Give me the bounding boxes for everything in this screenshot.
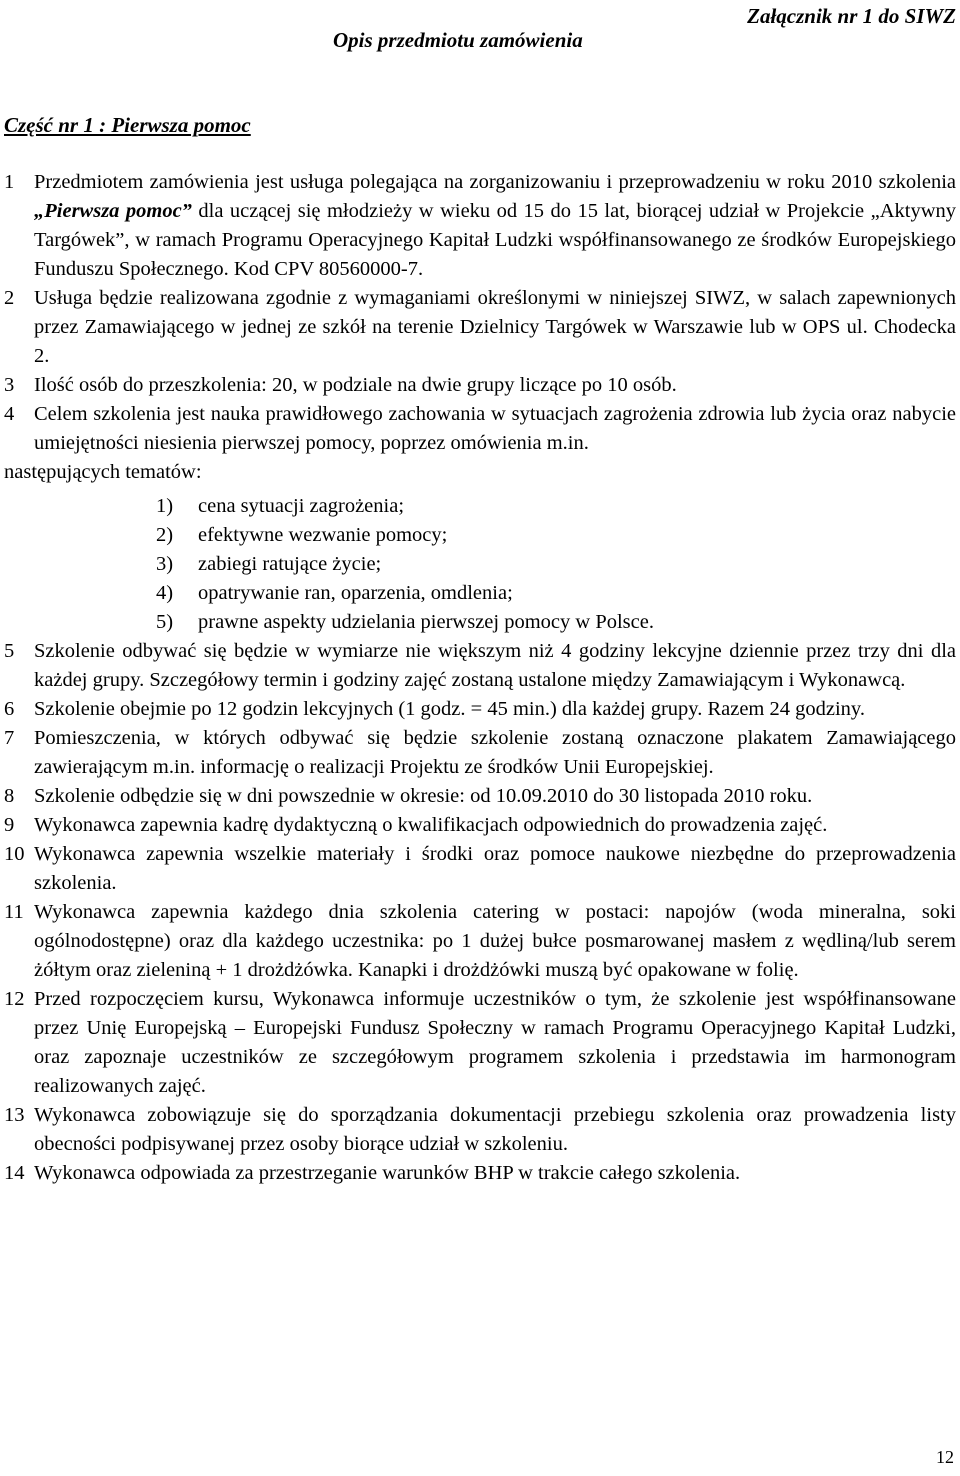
document-subject: Opis przedmiotu zamówienia — [333, 28, 583, 52]
page-number: 12 — [936, 1447, 954, 1467]
item-number: 9 — [4, 814, 15, 836]
item-number: 3 — [4, 374, 15, 396]
topic-item: 1) cena sytuacji zagrożenia; — [156, 495, 405, 517]
item-number: 6 — [4, 698, 15, 720]
item-number: 13 — [4, 1104, 25, 1126]
list-item — [4, 168, 956, 284]
item-text: Szkolenie obejmie po 12 godzin lekcyjnych (1 godz. = 45 min.) dla każdej grupy. Razem 24 godziny. — [34, 698, 865, 720]
item-number: 14 — [4, 1162, 25, 1184]
training-name: „Pierwsza pomoc” — [34, 200, 192, 222]
item-number: 12 — [4, 988, 25, 1010]
annex-label: Załącznik nr 1 do SIWZ — [747, 4, 956, 28]
item-text: Pomieszczenia, w których odbywać się będzie szkolenie zostaną oznaczone plakatem Zamawiającego zawierającym m.in. informację o realizacji Projektu ze środków Unii Europejskiej. — [34, 727, 956, 778]
topic-item: 5) prawne aspekty udzielania pierwszej pomocy w Polsce. — [156, 611, 654, 633]
topic-item: 3) zabiegi ratujące życie; — [156, 553, 382, 575]
list-item — [4, 1101, 956, 1159]
item-text: Przed rozpoczęciem kursu, Wykonawca informuje uczestników o tym, że szkolenie jest współfinansowane przez Unię Europejską – Europejski Fundusz Społeczny w ramach Programu Operacyjnego Kapitał Ludzki, oraz zapoznaje uczestników ze szczegółowym programem szkolenia i przedstawia im harmonogram realizowanych zajęć. — [34, 988, 956, 1097]
list-item — [4, 1159, 956, 1188]
item-text: Wykonawca odpowiada za przestrzeganie warunków BHP w trakcie całego szkolenia. — [34, 1162, 741, 1184]
list-item — [4, 898, 956, 985]
item-number: 4 — [4, 403, 15, 425]
topic-item: 2) efektywne wezwanie pomocy; — [156, 524, 448, 546]
item-text: Celem szkolenia jest nauka prawidłowego zachowania w sytuacjach zagrożenia zdrowia lub życia oraz nabycie umiejętności niesienia pierwszej pomocy, poprzez omówienia m.in. — [34, 403, 956, 454]
list-item — [4, 985, 956, 1101]
list-item — [4, 782, 956, 811]
item-text: Szkolenie odbędzie się w dni powszednie w okresie: od 10.09.2010 do 30 listopada 2010 roku. — [34, 785, 813, 807]
item-number: 10 — [4, 843, 25, 865]
item-number: 1 — [4, 171, 15, 193]
item-text: Szkolenie odbywać się będzie w wymiarze nie większym niż 4 godziny lekcyjne dziennie przez trzy dni dla każdej grupy. Szczegółowy termin i godziny zajęć zostaną ustalone między Zamawiającym i Wykonawcą. — [34, 640, 956, 691]
requirements-list — [4, 168, 956, 1188]
topics-list — [156, 492, 956, 637]
item-text: Usługa będzie realizowana zgodnie z wymaganiami określonymi w niniejszej SIWZ, w salach zapewnionych przez Zamawiającego w jednej ze szkół na terenie Dzielnicy Targówek w Warszawie lub w OPS ul. Chodecka 2. — [34, 287, 956, 367]
item-number: 8 — [4, 785, 15, 807]
list-item — [4, 724, 956, 782]
part-title: Część nr 1 : Pierwsza pomoc — [4, 113, 251, 137]
list-item — [4, 284, 956, 371]
item-text: Wykonawca zapewnia każdego dnia szkolenia catering w postaci: napojów (woda mineralna, soki ogólnodostępne) oraz dla każdego uczestnika: po 1 dużej bułce posmarowanej masłem z wędliną/lub serem żółtym oraz zieleniną + 1 drożdżówka. Kanapki i drożdżówki muszą być opakowane w folię. — [34, 901, 956, 981]
item-text: Wykonawca zapewnia wszelkie materiały i środki oraz pomoce naukowe niezbędne do przeprowadzenia szkolenia. — [34, 843, 956, 894]
list-item — [4, 840, 956, 898]
topic-item: 4) opatrywanie ran, oparzenia, omdlenia; — [156, 582, 513, 604]
list-item — [4, 695, 956, 724]
item-number: 5 — [4, 640, 15, 662]
item-number: 2 — [4, 287, 15, 309]
item-number: 11 — [4, 901, 24, 923]
item-continuation: następujących tematów: — [4, 461, 202, 483]
list-item — [4, 637, 956, 695]
item-number: 7 — [4, 727, 15, 749]
item-text: Wykonawca zobowiązuje się do sporządzania dokumentacji przebiegu szkolenia oraz prowadzenia listy obecności podpisywanej przez osoby biorące udział w szkoleniu. — [34, 1104, 956, 1155]
list-item — [4, 811, 956, 840]
list-item — [4, 371, 956, 400]
item-text: Przedmiotem zamówienia jest usługa polegająca na zorganizowaniu i przeprowadzeniu w roku 2010 szkolenia „Pierwsza pomoc” dla uczącej się młodzieży w wieku od 15 do 15 lat, biorącej udział w Projekcie „Aktywny Targówek”, w ramach Programu Operacyjnego Kapitał Ludzki współfinansowanego ze środków Europejskiego Funduszu Społecznego. Kod CPV 80560000-7. — [34, 171, 956, 280]
item-text: Wykonawca zapewnia kadrę dydaktyczną o kwalifikacjach odpowiednich do prowadzenia zajęć. — [34, 814, 828, 836]
list-item — [4, 400, 956, 458]
item-text: Ilość osób do przeszkolenia: 20, w podziale na dwie grupy liczące po 10 osób. — [34, 374, 677, 396]
